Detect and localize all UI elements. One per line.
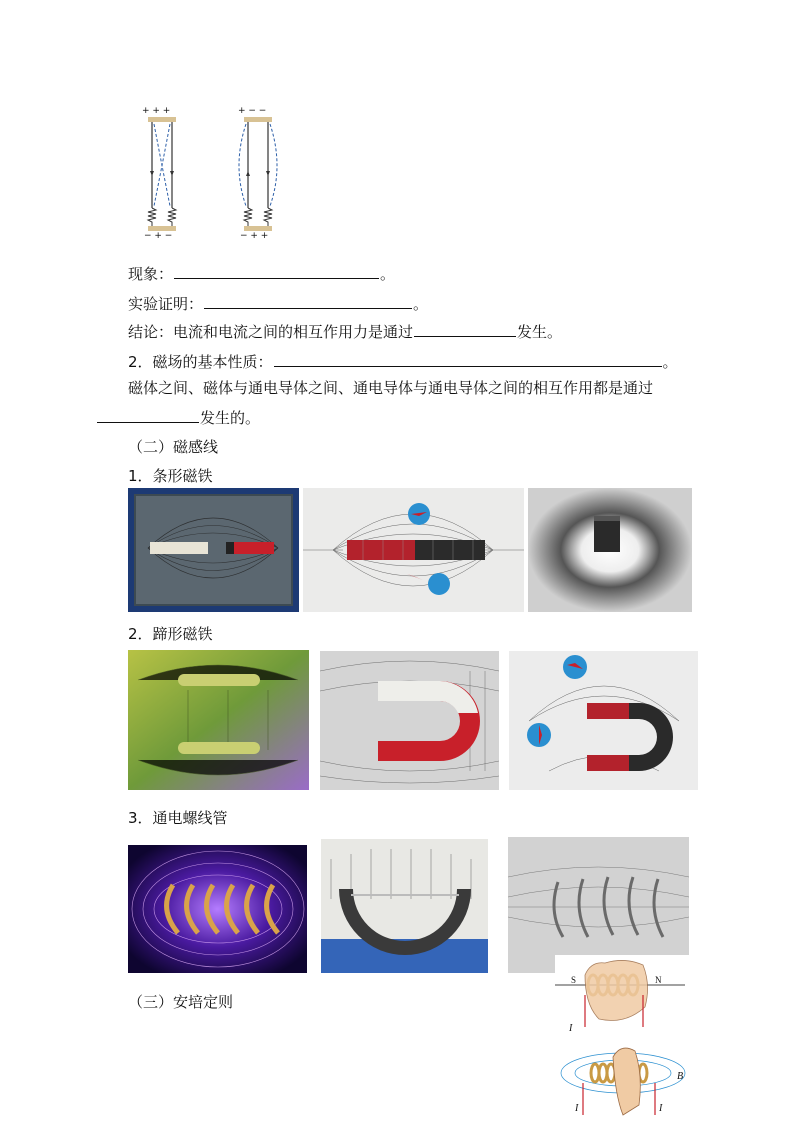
solenoid-photo-3	[508, 837, 689, 973]
conclusion-text: 结论：电流和电流之间的相互作用力是通过	[128, 323, 414, 341]
interaction-line2	[96, 406, 260, 428]
section2-title: （二）磁感线	[128, 438, 219, 456]
property-blank[interactable]	[274, 350, 662, 367]
label-current-upper: I	[569, 1023, 573, 1034]
right-bottom-signs: − + +	[240, 231, 269, 241]
bar-magnet-photo-2	[303, 488, 524, 612]
property-end: 。	[662, 353, 678, 371]
bar-magnet-photo-3	[528, 488, 692, 612]
phenomenon-blank[interactable]	[174, 262, 379, 279]
experiment-label: 实验证明：	[128, 295, 204, 313]
label-s: S	[571, 975, 577, 985]
item3-title: 3．通电螺线管	[128, 809, 228, 827]
section3-title: （三）安培定则	[128, 993, 234, 1011]
experiment-end: 。	[413, 295, 429, 313]
horseshoe-magnet-photo-3	[509, 651, 698, 790]
property-label: 2．磁场的基本性质：	[128, 353, 273, 371]
experiment-blank[interactable]	[204, 292, 412, 309]
phenomenon-end: 。	[380, 265, 396, 283]
parallel-wires-figure	[138, 106, 288, 244]
conclusion-end: 发生。	[517, 323, 563, 341]
label-current-lower-left: I	[575, 1103, 579, 1114]
conclusion-line	[128, 320, 562, 342]
right-top-signs: + − −	[238, 106, 267, 116]
horseshoe-magnet-photo-1	[128, 650, 309, 790]
label-n: N	[655, 975, 662, 985]
interaction-end: 发生的。	[200, 409, 261, 427]
item2-title: 2．蹄形磁铁	[128, 625, 213, 643]
experiment-line	[128, 292, 428, 314]
label-b-field: B	[677, 1071, 684, 1082]
phenomenon-label: 现象：	[128, 265, 174, 283]
ampere-rule-figure	[555, 955, 690, 1120]
phenomenon-line	[128, 262, 395, 284]
left-bottom-signs: − + −	[144, 231, 173, 241]
property-line	[128, 350, 678, 372]
interaction-line1: 磁体之间、磁体与通电导体之间、通电导体与通电导体之间的相互作用都是通过	[128, 379, 654, 397]
solenoid-photo-2	[321, 839, 488, 973]
solenoid-photo-1	[128, 845, 307, 973]
bar-magnet-photo-1	[128, 488, 299, 612]
label-current-lower-right: I	[659, 1103, 663, 1114]
interaction-blank[interactable]	[97, 406, 199, 423]
item1-title: 1．条形磁铁	[128, 467, 213, 485]
left-top-signs: + + +	[142, 106, 171, 116]
horseshoe-magnet-photo-2	[320, 651, 499, 790]
conclusion-blank[interactable]	[414, 320, 516, 337]
